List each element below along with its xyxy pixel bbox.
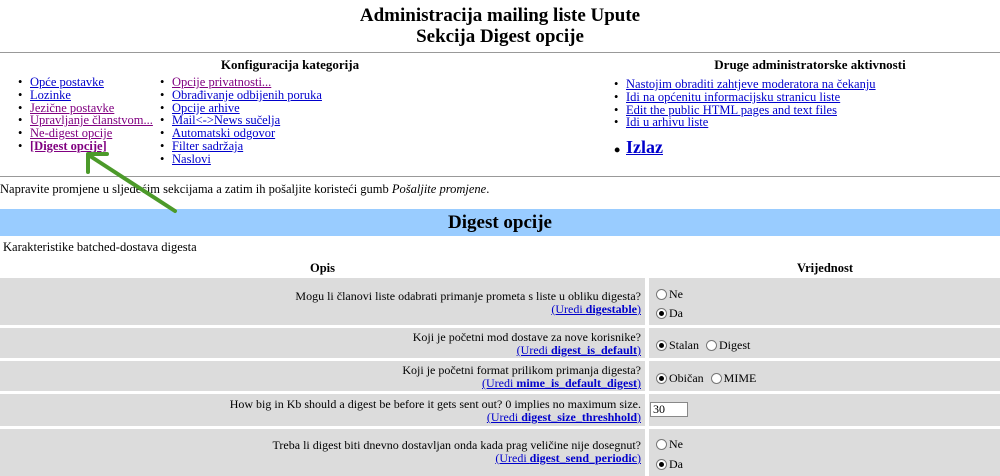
edit-link-wrap	[1, 452, 641, 465]
intro-end: .	[486, 182, 490, 196]
option-question: How big in Kb should a digest be before it gets sent out? 0 implies no maximum size.	[229, 397, 641, 411]
option-row-mime-is-default-digest	[0, 361, 1000, 391]
admin-item	[614, 116, 876, 129]
config-link[interactable]: Obrađivanje odbijenih poruka	[172, 87, 322, 102]
config-link[interactable]: Lozinke	[30, 87, 71, 102]
radio-button[interactable]	[656, 439, 667, 450]
radio-ne[interactable]: Ne	[656, 436, 683, 452]
annotation-arrow-icon	[80, 150, 190, 220]
config-link[interactable]: Automatski odgovor	[172, 126, 276, 141]
admin-list	[614, 78, 876, 158]
edit-link-digest-size-threshhold[interactable]: (Uredi digest_size_threshhold)	[486, 410, 641, 424]
admin-link-moderator[interactable]: Nastojim obraditi zahtjeve moderatora na čekanju	[626, 77, 876, 91]
option-value	[649, 394, 1000, 426]
digest-size-threshhold-input[interactable]	[650, 402, 688, 417]
section-description: Karakteristike batched-dostava digesta	[3, 240, 197, 254]
radio-ne[interactable]: Ne	[656, 286, 683, 302]
option-question: Koji je početni format prilikom primanja digesta?	[402, 363, 641, 377]
option-value	[649, 429, 1000, 476]
edit-link-digest-is-default[interactable]: (Uredi digest_is_default)	[516, 343, 641, 357]
config-link[interactable]: Upravljanje članstvom...	[30, 113, 153, 128]
admin-link-edit-html[interactable]: Edit the public HTML pages and text files	[626, 102, 837, 117]
config-link[interactable]: Ne-digest opcije	[30, 126, 113, 141]
option-row-digest-send-periodic	[0, 429, 1000, 476]
config-link[interactable]: Opće postavke	[30, 75, 104, 89]
config-heading: Konfiguracija kategorija	[220, 57, 360, 72]
intro-button-ref: Pošaljite promjene	[391, 182, 487, 196]
option-value	[649, 361, 1000, 391]
option-question: Mogu li članovi liste odabrati primanje prometa s liste u obliku digesta?	[295, 289, 641, 303]
radio-button[interactable]	[706, 340, 717, 351]
option-question: Treba li digest biti dnevno dostavljan onda kada prag veličine nije dosegnut?	[272, 438, 641, 452]
config-link[interactable]: Naslovi	[172, 151, 211, 166]
radio-button[interactable]	[656, 289, 667, 300]
option-row-digestable	[0, 278, 1000, 325]
option-description	[0, 278, 645, 325]
edit-link-digestable[interactable]: (Uredi digestable)	[551, 302, 641, 316]
section-title: Digest opcije	[448, 212, 552, 233]
option-question: Koji je početni mod dostave za nove korisnike?	[412, 330, 641, 344]
edit-link-wrap	[1, 303, 641, 316]
edit-link-wrap	[1, 411, 641, 424]
radio-obican[interactable]: Običan	[656, 370, 704, 384]
config-link[interactable]: Jezične postavke	[30, 100, 115, 115]
option-description	[0, 429, 645, 476]
page-title	[0, 0, 1000, 47]
radio-da[interactable]: Da	[656, 305, 683, 321]
edit-link-wrap	[1, 377, 641, 390]
option-row-digest-is-default	[0, 328, 1000, 358]
page-title-line1: Administracija mailing liste Upute	[359, 5, 641, 26]
radio-button[interactable]	[711, 373, 722, 384]
page-title-line2: Sekcija Digest opcije	[416, 26, 584, 47]
intro-main: Napravite promjene u sljedećim sekcijama a zatim ih pošaljite koristeći gumb	[0, 182, 392, 196]
config-link-current[interactable]: [Digest opcije]	[30, 138, 107, 153]
radio-button-selected[interactable]	[656, 340, 667, 351]
config-link[interactable]: Mail<->News sučelja	[172, 113, 281, 128]
admin-link-archive[interactable]: Idi u arhivu liste	[626, 115, 709, 130]
intro-text	[0, 182, 489, 197]
option-description	[0, 394, 645, 426]
column-header-opis: Opis	[309, 261, 335, 275]
config-link[interactable]: Filter sadržaja	[172, 138, 244, 153]
radio-button-selected[interactable]	[656, 308, 667, 319]
column-header-vrijednost: Vrijednost	[796, 261, 853, 275]
radio-da[interactable]: Da	[656, 456, 683, 472]
logout-link[interactable]: Izlaz	[626, 137, 663, 158]
admin-heading: Druge administratorske aktivnosti	[714, 57, 906, 72]
admin-link-info-page[interactable]: Idi na općenitu informacijsku stranicu liste	[626, 89, 841, 104]
radio-stalan[interactable]: Stalan	[656, 337, 699, 351]
config-list-col1	[18, 76, 153, 153]
option-value	[649, 328, 1000, 358]
option-description	[0, 361, 645, 391]
edit-link-wrap	[1, 344, 641, 357]
config-link[interactable]: Opcije privatnosti...	[172, 75, 272, 89]
option-row-digest-size-threshhold	[0, 394, 1000, 426]
radio-digest[interactable]: Digest	[706, 337, 750, 351]
top-divider	[0, 52, 1000, 53]
option-value	[649, 278, 1000, 325]
radio-button-selected[interactable]	[656, 373, 667, 384]
radio-button-selected[interactable]	[656, 459, 667, 470]
option-description	[0, 328, 645, 358]
radio-mime[interactable]: MIME	[711, 370, 757, 384]
logout-item	[614, 136, 876, 158]
edit-link-digest-send-periodic[interactable]: (Uredi digest_send_periodic)	[495, 451, 641, 465]
edit-link-mime-is-default-digest[interactable]: (Uredi mime_is_default_digest)	[482, 376, 641, 390]
config-link[interactable]: Opcije arhive	[172, 100, 240, 115]
